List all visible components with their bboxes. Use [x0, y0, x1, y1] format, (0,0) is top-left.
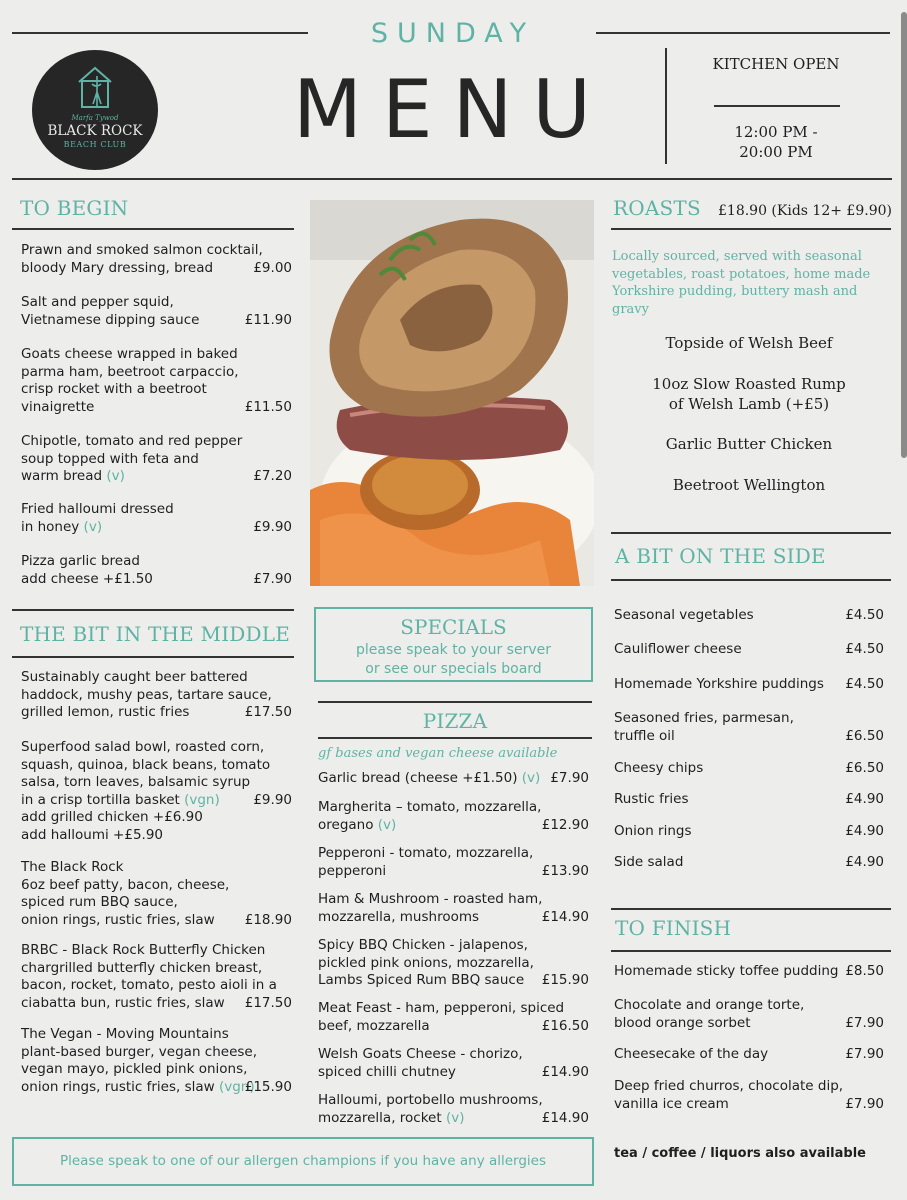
to-begin-item: [21, 501, 174, 536]
pizza-item-line: mozzarella, rocket (v): [318, 1109, 465, 1126]
finish-item: [614, 997, 804, 1032]
sides-item: [614, 823, 692, 841]
sides-item-price: £6.50: [845, 760, 884, 776]
to-begin-item-price: £11.90: [244, 311, 292, 328]
dietary-tag: (v): [373, 816, 397, 833]
middle-item-line: Sustainably caught beer battered: [21, 669, 248, 685]
to-begin-item: [21, 346, 239, 416]
dietary-tag: (v): [102, 468, 125, 484]
to-begin-item-price: £9.90: [253, 518, 292, 535]
middle-item-price: £18.90: [244, 911, 292, 928]
pizza-rule: [318, 737, 592, 739]
to-begin-item: [21, 553, 153, 588]
middle-item-price: £17.50: [244, 994, 292, 1011]
to-begin-title: TO BEGIN: [20, 196, 129, 220]
roasts-title: ROASTS: [613, 196, 701, 220]
sides-item-price: £4.90: [845, 854, 884, 870]
pizza-item-line: pickled pink onions, mozzarella,: [318, 954, 534, 971]
sides-item-price: £4.50: [845, 641, 884, 657]
pizza-item-line: Margherita – tomato, mozzarella,: [318, 799, 542, 815]
to-begin-item: [21, 242, 263, 277]
to-begin-item-line: in honey (v): [21, 518, 103, 535]
middle-item-line: vegan mayo, pickled pink onions,: [21, 1061, 248, 1077]
middle-item-line: chargrilled butterfly chicken breast,: [21, 959, 263, 976]
to-begin-item-price: £11.50: [244, 398, 292, 415]
pizza-item: [318, 845, 533, 880]
specials-title: SPECIALS: [400, 615, 507, 639]
sides-item: [614, 760, 703, 778]
pizza-item-price: £13.90: [541, 862, 589, 879]
pizza-item: [318, 1046, 523, 1081]
middle-item-line: grilled lemon, rustic fries: [21, 704, 190, 720]
kitchen-hours-line2: 20:00 PM: [739, 143, 813, 161]
to-begin-item-line: Vietnamese dipping sauce: [21, 311, 200, 328]
sides-item-line: Cauliflower cheese: [614, 641, 742, 657]
roast-dish-line: of Welsh Lamb (+£5): [668, 395, 830, 413]
sides-item: [614, 676, 824, 694]
roasts-description-line: vegetables, roast potatoes, home made: [612, 266, 871, 282]
middle-item-extra: add halloumi +£5.90: [21, 826, 164, 843]
roasts-price: £18.90 (Kids 12+ £9.90): [718, 203, 892, 219]
pizza-item-price: £12.90: [541, 816, 589, 833]
finish-rule: [611, 950, 891, 952]
middle-item-line: The Vegan - Moving Mountains: [21, 1026, 229, 1042]
to-begin-item-line: Chipotle, tomato and red pepper: [21, 433, 243, 449]
sides-item-price: £4.50: [845, 676, 884, 692]
middle-item-price: £9.90: [253, 791, 292, 808]
pizza-note: gf bases and vegan cheese available: [318, 746, 558, 761]
pizza-item-line: spiced chilli chutney: [318, 1063, 456, 1080]
middle-item-line: Superfood salad bowl, roasted corn,: [21, 739, 265, 755]
pizza-item-line: pepperoni: [318, 862, 387, 879]
pizza-item: [318, 937, 534, 990]
pizza-item-line: Garlic bread (cheese +£1.50) (v): [318, 770, 541, 786]
kitchen-open-label: KITCHEN OPEN: [712, 55, 840, 73]
pizza-item-price: £14.90: [541, 908, 589, 925]
kitchen-rule: [714, 105, 840, 107]
sides-item-line: Cheesy chips: [614, 760, 704, 776]
middle-item-line: 6oz beef patty, bacon, cheese,: [21, 876, 230, 893]
middle-item: [21, 859, 229, 929]
middle-item-line: plant-based burger, vegan cheese,: [21, 1043, 258, 1060]
roasts-description-line: gravy: [612, 301, 649, 317]
finish-item-line: Deep fried churros, chocolate dip,: [614, 1078, 844, 1094]
pizza-item-price: £16.50: [541, 1017, 589, 1034]
specials-line1: please speak to your server: [355, 642, 551, 658]
middle-item-line: haddock, mushy peas, tartare sauce,: [21, 686, 272, 703]
middle-item-line: squash, quinoa, black beans, tomato: [21, 756, 271, 773]
sides-item-price: £6.50: [845, 727, 884, 744]
pizza-item-line: mozzarella, mushrooms: [318, 908, 480, 925]
finish-item: [614, 1078, 843, 1113]
header-rule-left: [12, 32, 308, 34]
finish-item-line: Chocolate and orange torte,: [614, 997, 805, 1013]
finish-item-line: Cheesecake of the day: [614, 1046, 769, 1062]
to-begin-item-line: parma ham, beetroot carpaccio,: [21, 363, 239, 380]
specials-text: [316, 641, 591, 679]
sides-item-line: Seasonal vegetables: [614, 607, 754, 623]
to-begin-item-price: £9.00: [253, 259, 292, 276]
kitchen-hours-line1: 12:00 PM -: [734, 123, 818, 141]
sides-item-line: Homemade Yorkshire puddings: [614, 676, 824, 692]
allergen-box: [12, 1137, 594, 1186]
roast-dish: [611, 374, 887, 414]
roasts-description-line: Yorkshire pudding, buttery mash and: [612, 284, 858, 299]
middle-item: [21, 1026, 257, 1096]
dietary-tag: (v): [441, 1109, 465, 1126]
finish-item-line: Homemade sticky toffee pudding: [614, 963, 839, 979]
dietary-tag: (v): [79, 518, 103, 535]
middle-item-line: spiced rum BBQ sauce,: [21, 894, 178, 910]
sides-item-line: truffle oil: [614, 727, 675, 744]
roast-dish-line: 10oz Slow Roasted Rump: [652, 375, 846, 393]
middle-title: THE BIT IN THE MIDDLE: [20, 622, 291, 646]
sides-item-line: Seasoned fries, parmesan,: [614, 710, 794, 726]
finish-item-line: vanilla ice cream: [614, 1095, 729, 1112]
roast-dish: [611, 434, 887, 454]
middle-item-price: £15.90: [244, 1078, 292, 1095]
beach-hut-icon: [75, 64, 115, 110]
finish-item-line: blood orange sorbet: [614, 1014, 751, 1031]
to-begin-item-line: Pizza garlic bread: [21, 553, 140, 569]
pizza-item: [318, 770, 540, 788]
pizza-title: PIZZA: [422, 709, 488, 733]
pizza-item: [318, 1092, 543, 1127]
pizza-item-line: Welsh Goats Cheese - chorizo,: [318, 1046, 523, 1062]
finish-rule-top: [611, 908, 891, 910]
middle-item-line: bacon, rocket, tomato, pesto aioli in a: [21, 977, 277, 993]
pizza-item-price: £14.90: [541, 1109, 589, 1126]
to-begin-item-line: Goats cheese wrapped in baked: [21, 346, 238, 362]
pizza-item: [318, 799, 541, 834]
pizza-item: [318, 891, 542, 926]
middle-item-line: onion rings, rustic fries, slaw: [21, 911, 215, 928]
middle-rule: [12, 656, 294, 658]
middle-item-line: in a crisp tortilla basket (vgn): [21, 791, 220, 808]
sides-item-line: Onion rings: [614, 823, 692, 839]
middle-item-line: The Black Rock: [21, 859, 124, 875]
to-begin-item-line: soup topped with feta and: [21, 450, 199, 467]
sides-item: [614, 641, 742, 659]
roasts-rule: [611, 228, 891, 230]
roast-dish-line: Garlic Butter Chicken: [665, 435, 833, 453]
to-begin-item-line: vinaigrette: [21, 398, 95, 415]
dietary-tag: (v): [517, 770, 541, 786]
page-scrollbar[interactable]: [901, 12, 907, 458]
roast-dinner-photo: [310, 200, 594, 586]
roast-dinner-illustration: [310, 200, 594, 586]
to-begin-item-line: add cheese +£1.50: [21, 570, 153, 587]
middle-item-line: BRBC - Black Rock Butterfly Chicken: [21, 942, 266, 958]
middle-item-extra: add grilled chicken +£6.90: [21, 809, 203, 825]
header-divider: [665, 48, 667, 164]
header-bottom-rule: [12, 178, 892, 180]
roasts-description: [612, 248, 870, 318]
pizza-item-line: oregano (v): [318, 816, 397, 833]
sides-item: [614, 710, 794, 745]
roast-dish: [611, 333, 887, 353]
to-begin-item-line: Prawn and smoked salmon cocktail,: [21, 242, 263, 258]
sides-rule-top: [611, 532, 891, 534]
pizza-item-price: £14.90: [541, 1063, 589, 1080]
sides-item-price: £4.90: [845, 791, 884, 807]
to-begin-item-line: Salt and pepper squid,: [21, 294, 174, 310]
to-begin-item-price: £7.20: [253, 468, 292, 484]
pizza-item-line: Halloumi, portobello mushrooms,: [318, 1092, 543, 1108]
to-begin-item-line: bloody Mary dressing, bread: [21, 259, 214, 276]
to-begin-item: [21, 433, 242, 486]
sides-item: [614, 854, 683, 872]
kitchen-hours: [712, 122, 840, 162]
drinks-note: tea / coffee / liquors also available: [614, 1146, 866, 1161]
pizza-rule-top: [318, 701, 592, 703]
middle-item-price: £17.50: [244, 704, 292, 720]
sides-item-line: Rustic fries: [614, 791, 689, 807]
to-begin-item: [21, 294, 199, 329]
logo-sub: BEACH CLUB: [63, 140, 127, 149]
sides-item-price: £4.50: [845, 607, 884, 623]
pizza-item-line: Spicy BBQ Chicken - jalapenos,: [318, 937, 528, 953]
dietary-tag: (vgn): [214, 1078, 255, 1095]
finish-title: TO FINISH: [615, 916, 732, 940]
sides-item: [614, 791, 689, 809]
sides-item-price: £4.90: [845, 823, 884, 839]
to-begin-item-line: warm bread (v): [21, 468, 125, 484]
roast-dish-line: Beetroot Wellington: [672, 476, 826, 494]
middle-item-line: ciabatta bun, rustic fries, slaw: [21, 994, 225, 1011]
sides-title: A BIT ON THE SIDE: [615, 544, 826, 568]
sides-item: [614, 607, 754, 625]
finish-item: [614, 1046, 768, 1064]
allergen-note: Please speak to one of our allergen champions if you have any allergies: [59, 1153, 547, 1169]
specials-line2: or see our specials board: [365, 661, 542, 677]
pizza-item-line: beef, mozzarella: [318, 1017, 430, 1034]
middle-item-line: onion rings, rustic fries, slaw (vgn): [21, 1078, 255, 1095]
finish-item: [614, 963, 838, 981]
logo-tagline: Marfa Tywod: [71, 114, 119, 122]
roast-dish: [611, 475, 887, 495]
dietary-tag: (vgn): [179, 791, 220, 808]
to-begin-rule: [12, 228, 294, 230]
specials-box: [314, 607, 593, 682]
pizza-item-line: Pepperoni - tomato, mozzarella,: [318, 845, 534, 861]
pizza-item-price: £7.90: [550, 770, 589, 786]
to-begin-item-price: £7.90: [253, 570, 292, 587]
logo-name: BLACK ROCK: [47, 123, 143, 139]
middle-rule-top: [12, 609, 294, 611]
pizza-item-line: Meat Feast - ham, pepperoni, spiced: [318, 1000, 565, 1016]
to-begin-item-line: Fried halloumi dressed: [21, 501, 174, 517]
finish-item-price: £8.50: [845, 963, 884, 979]
finish-item-price: £7.90: [845, 1095, 884, 1112]
header-rule-right: [596, 32, 890, 34]
sides-item-line: Side salad: [614, 854, 684, 870]
pizza-item-line: Ham & Mushroom - roasted ham,: [318, 891, 543, 907]
sunday-title: SUNDAY: [370, 18, 536, 49]
finish-item-price: £7.90: [845, 1014, 884, 1031]
sides-rule: [611, 579, 891, 581]
middle-item-line: salsa, torn leaves, balsamic syrup: [21, 774, 251, 790]
pizza-item-price: £15.90: [541, 972, 589, 988]
roast-dish-line: Topside of Welsh Beef: [665, 334, 833, 352]
black-rock-logo: [32, 50, 158, 170]
pizza-item-line: Lambs Spiced Rum BBQ sauce: [318, 972, 525, 988]
to-begin-item-line: crisp rocket with a beetroot: [21, 381, 207, 397]
finish-item-price: £7.90: [845, 1046, 884, 1062]
menu-title: MENU: [293, 63, 611, 156]
roasts-description-line: Locally sourced, served with seasonal: [612, 249, 862, 264]
pizza-item: [318, 1000, 564, 1035]
